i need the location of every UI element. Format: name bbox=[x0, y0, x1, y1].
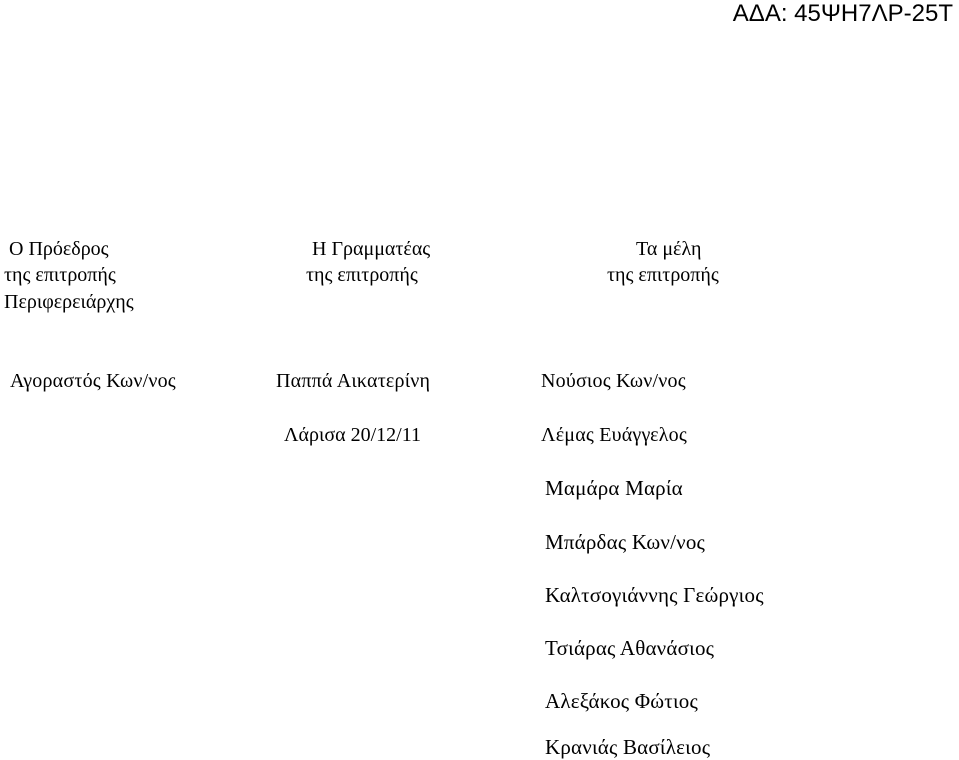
president-title: Ο Πρόεδρος bbox=[9, 238, 109, 260]
member-name: Καλτσογιάννης Γεώργιος bbox=[545, 583, 764, 607]
member-name: Αλεξάκος Φώτιος bbox=[545, 689, 699, 713]
member-name: Νούσιος Κων/νος bbox=[541, 370, 686, 392]
president-committee: της επιτροπής bbox=[4, 264, 116, 286]
secretary-name: Παππά Αικατερίνη bbox=[276, 370, 431, 392]
president-role: Περιφερειάρχης bbox=[4, 291, 134, 313]
member-name: Μαμάρα Μαρία bbox=[545, 476, 683, 500]
members-title: Τα μέλη bbox=[636, 238, 702, 260]
members-committee: της επιτροπής bbox=[607, 264, 719, 286]
secretary-title: Η Γραμματέας bbox=[312, 238, 431, 260]
member-name: Κρανιάς Βασίλειος bbox=[545, 735, 711, 759]
place-date: Λάρισα 20/12/11 bbox=[284, 424, 421, 446]
ada-identifier: ΑΔΑ: 45ΨΗ7ΛΡ-25Τ bbox=[732, 0, 953, 27]
member-name: Τσιάρας Αθανάσιος bbox=[545, 636, 715, 660]
member-name: Μπάρδας Κων/νος bbox=[545, 530, 706, 554]
member-name: Λέμας Ευάγγελος bbox=[541, 424, 687, 446]
secretary-committee: της επιτροπής bbox=[306, 264, 418, 286]
president-name: Αγοραστός Κων/νος bbox=[10, 370, 176, 392]
